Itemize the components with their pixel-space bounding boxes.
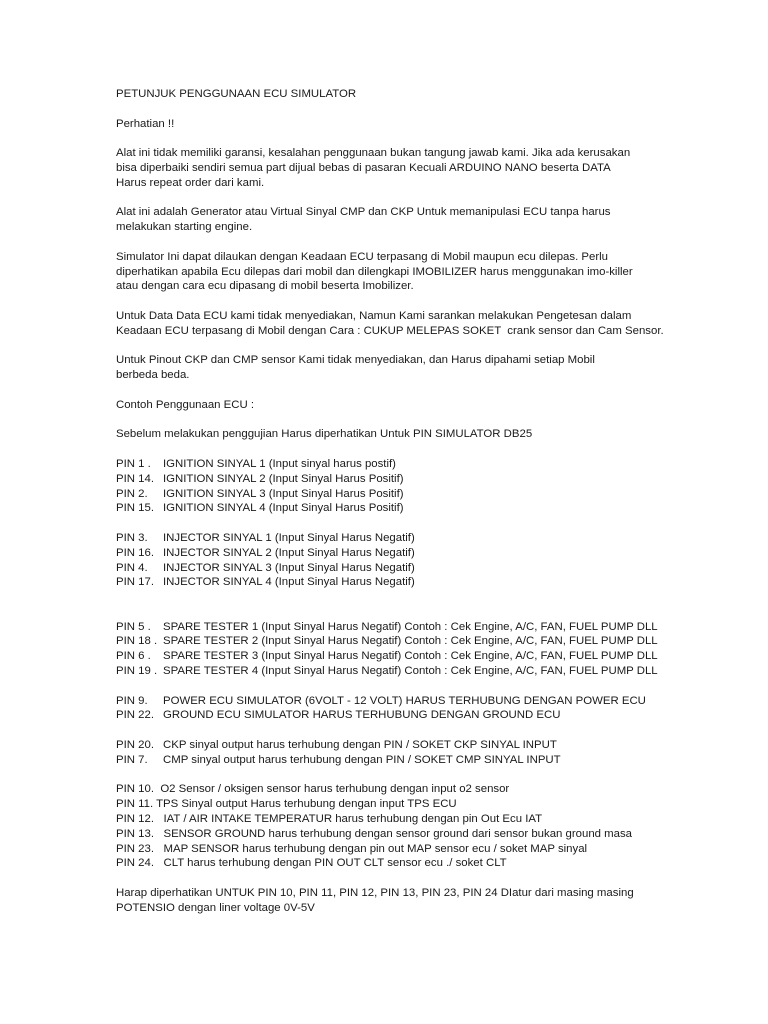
pin-row [116, 472, 736, 487]
pin-description: SPARE TESTER 4 (Input Sinyal Harus Negatif) Contoh : Cek Engine, A/C, FAN, FUEL PUMP DLL [163, 665, 658, 678]
sensor-pin-line: PIN 12. IAT / AIR INTAKE TEMPERATUR harus terhubung dengan pin Out Ecu IAT [116, 813, 543, 826]
pin-row [116, 531, 736, 546]
document-title: PETUNJUK PENGGUNAAN ECU SIMULATOR [116, 88, 357, 100]
pin-label: PIN 18 . [116, 635, 158, 648]
signal-pin-list [116, 738, 736, 768]
sensor-pin-list [116, 782, 736, 871]
pin-row [116, 664, 736, 679]
pin-label: PIN 22. [116, 709, 154, 722]
example-heading: Contoh Penggunaan ECU : [116, 398, 255, 411]
pin-description: IGNITION SINYAL 3 (Input Sinyal Harus Positif) [163, 487, 404, 500]
paragraph-line: Keadaan ECU terpasang di Mobil dengan Cara : CUKUP MELEPAS SOKET crank sensor dan Cam Sensor. [116, 324, 664, 337]
pin-description: SPARE TESTER 2 (Input Sinyal Harus Negatif) Contoh : Cek Engine, A/C, FAN, FUEL PUMP DLL [163, 635, 658, 648]
pin-row [116, 575, 736, 590]
pin-label: PIN 5 . [116, 620, 151, 633]
spare-tester-pin-list [116, 620, 736, 679]
pin-description: IGNITION SINYAL 2 (Input Sinyal Harus Positif) [163, 472, 404, 485]
pin-row [116, 501, 736, 516]
sensor-pin-line: PIN 23. MAP SENSOR harus terhubung dengan pin out MAP sensor ecu / soket MAP sinyal [116, 842, 588, 855]
pin-row [116, 634, 736, 649]
paragraph-line: bisa diperbaiki sendiri semua part dijual bebas di pasaran Kecuali ARDUINO NANO beserta DATA [116, 161, 611, 174]
injector-pin-list [116, 531, 736, 590]
pin-description: POWER ECU SIMULATOR (6VOLT - 12 VOLT) HARUS TERHUBUNG DENGAN POWER ECU [163, 694, 646, 707]
pin-label: PIN 2. [116, 487, 148, 500]
paragraph-line: POTENSIO dengan liner voltage 0V-5V [116, 901, 315, 914]
pin-description: CMP sinyal output harus terhubung dengan PIN / SOKET CMP SINYAL INPUT [163, 753, 561, 766]
paragraph-line: Untuk Data Data ECU kami tidak menyediakan, Namun Kami sarankan melakukan Pengetesan dalam [116, 309, 632, 322]
power-pin-list [116, 694, 736, 724]
pin-label: PIN 17. [116, 576, 154, 589]
pin-row [116, 694, 736, 709]
ignition-pin-list [116, 457, 736, 516]
device-description-paragraph [116, 205, 736, 235]
pin-label: PIN 20. [116, 739, 154, 752]
pin-row [116, 738, 736, 753]
document-page [116, 87, 736, 916]
pin-label: PIN 4. [116, 561, 148, 574]
pin-label: PIN 9. [116, 694, 148, 707]
pin-label: PIN 19 . [116, 665, 158, 678]
pin-description: IGNITION SINYAL 1 (Input sinyal harus postif) [163, 457, 396, 470]
pin-description: CKP sinyal output harus terhubung dengan PIN / SOKET CKP SINYAL INPUT [163, 739, 557, 752]
pin-label: PIN 1 . [116, 457, 151, 470]
pin-row [116, 708, 736, 723]
paragraph-line: berbeda beda. [116, 369, 190, 382]
sensor-pin-line: PIN 11. TPS Sinyal output Harus terhubung dengan input TPS ECU [116, 798, 457, 811]
paragraph-line: Alat ini tidak memiliki garansi, kesalahan penggunaan bukan tangung jawab kami. Jika ada kerusakan [116, 147, 631, 160]
pin-row [116, 753, 736, 768]
paragraph-line: Alat ini adalah Generator atau Virtual Sinyal CMP dan CKP Untuk memanipulasi ECU tanpa harus [116, 206, 611, 219]
pin-row [116, 649, 736, 664]
pin-description: SPARE TESTER 1 (Input Sinyal Harus Negatif) Contoh : Cek Engine, A/C, FAN, FUEL PUMP DLL [163, 620, 658, 633]
pin-label: PIN 6 . [116, 650, 151, 663]
paragraph-line: diperhatikan apabila Ecu dilepas dari mobil dan dilengkapi IMOBILIZER harus menggunakan imo-killer [116, 265, 633, 278]
pin-row [116, 546, 736, 561]
sensor-pin-line: PIN 13. SENSOR GROUND harus terhubung dengan sensor ground dari sensor bukan ground masa [116, 827, 633, 840]
pin-row [116, 561, 736, 576]
paragraph-line: atau dengan cara ecu dipasang di mobil beserta Imobilizer. [116, 280, 414, 293]
pin-description: GROUND ECU SIMULATOR HARUS TERHUBUNG DENGAN GROUND ECU [163, 709, 561, 722]
paragraph-line: melakukan starting engine. [116, 221, 253, 234]
pin-row [116, 487, 736, 502]
usage-condition-paragraph [116, 250, 736, 294]
pin-label: PIN 16. [116, 546, 154, 559]
pin-description: INJECTOR SINYAL 4 (Input Sinyal Harus Negatif) [163, 576, 415, 589]
pin-description: IGNITION SINYAL 4 (Input Sinyal Harus Positif) [163, 502, 404, 515]
pin-label: PIN 15. [116, 502, 154, 515]
attention-heading: Perhatian !! [116, 117, 175, 130]
pin-description: INJECTOR SINYAL 2 (Input Sinyal Harus Negatif) [163, 546, 415, 559]
pinout-paragraph [116, 353, 736, 383]
pin-row [116, 620, 736, 635]
potensio-note [116, 886, 736, 916]
pin-description: SPARE TESTER 3 (Input Sinyal Harus Negatif) Contoh : Cek Engine, A/C, FAN, FUEL PUMP DLL [163, 650, 658, 663]
pin-label: PIN 7. [116, 753, 148, 766]
pin-label: PIN 3. [116, 531, 148, 544]
paragraph-line: Untuk Pinout CKP dan CMP sensor Kami tidak menyediakan, dan Harus dipahami setiap Mobil [116, 354, 595, 367]
paragraph-line: Harap diperhatikan UNTUK PIN 10, PIN 11, PIN 12, PIN 13, PIN 23, PIN 24 DIatur dari masing masing [116, 887, 634, 900]
warranty-paragraph [116, 146, 736, 190]
ecu-data-paragraph [116, 309, 736, 339]
pin-description: INJECTOR SINYAL 3 (Input Sinyal Harus Negatif) [163, 561, 415, 574]
paragraph-line: Harus repeat order dari kami. [116, 176, 265, 189]
sensor-pin-line: PIN 24. CLT harus terhubung dengan PIN OUT CLT sensor ecu ./ soket CLT [116, 857, 507, 870]
pin-row [116, 457, 736, 472]
before-test-note: Sebelum melakukan penggujian Harus diperhatikan Untuk PIN SIMULATOR DB25 [116, 428, 533, 441]
sensor-pin-line: PIN 10. O2 Sensor / oksigen sensor harus terhubung dengan input o2 sensor [116, 783, 510, 796]
paragraph-line: Simulator Ini dapat dilaukan dengan Keadaan ECU terpasang di Mobil maupun ecu dilepas. Perlu [116, 250, 609, 263]
pin-description: INJECTOR SINYAL 1 (Input Sinyal Harus Negatif) [163, 531, 415, 544]
pin-label: PIN 14. [116, 472, 154, 485]
